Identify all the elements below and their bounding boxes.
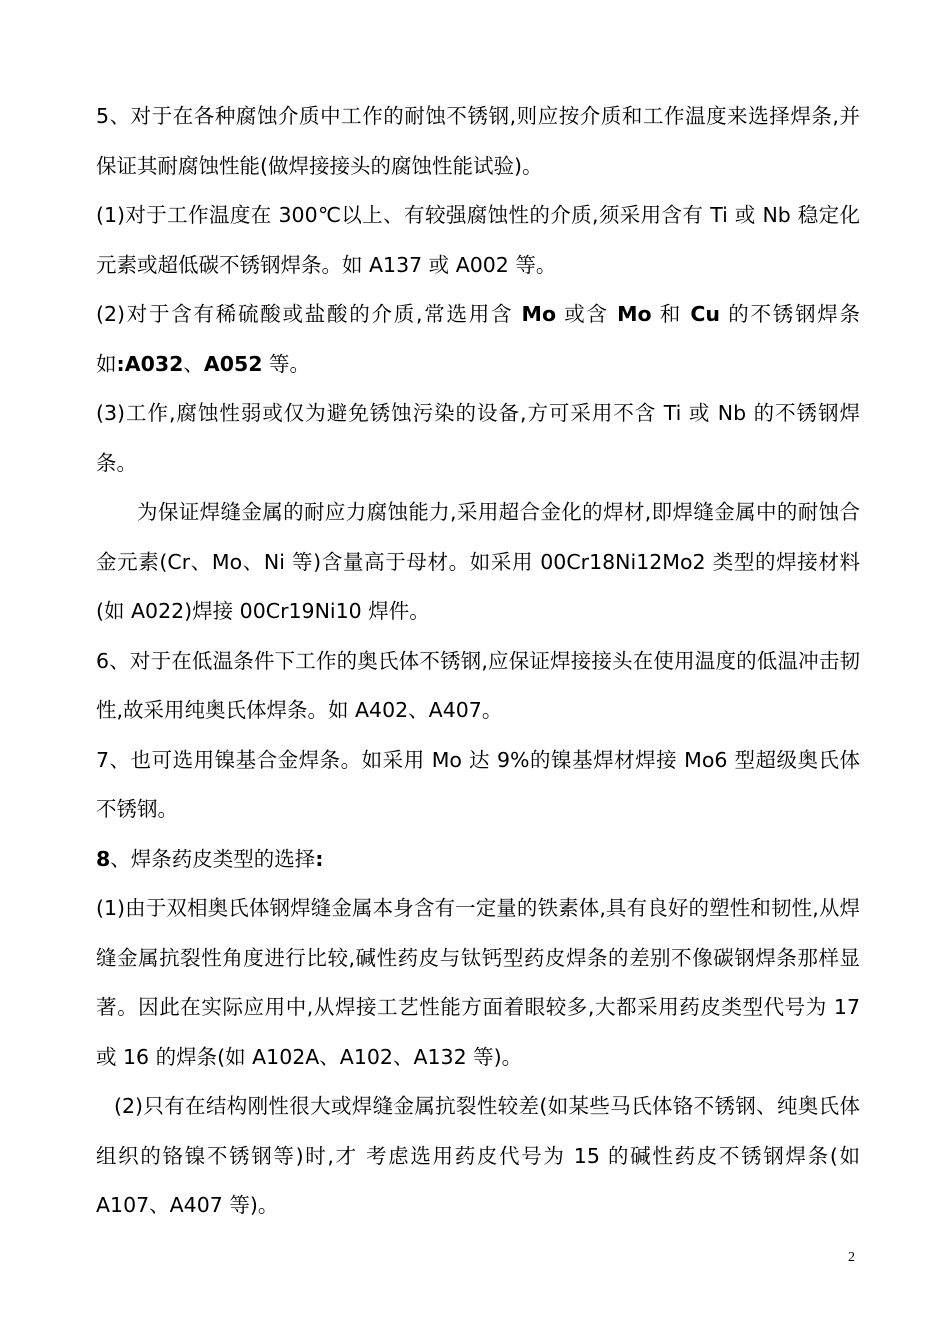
paragraph-5-1: (1)对于工作温度在 300℃以上、有较强腐蚀性的介质,须采用含有 Ti 或 Nb 稳定化元素或超低碳不锈钢焊条。如 A137 或 A002 等。 [96, 203, 860, 277]
text-run: 或含 [556, 302, 618, 326]
bold-run: : [315, 846, 324, 871]
bold-run: A052 [203, 351, 263, 376]
bold-run: :A032 [116, 351, 184, 376]
paragraph-5-3: (3)工作,腐蚀性弱或仅为避免锈蚀污染的设备,方可采用不含 Ti 或 Nb 的不锈钢焊条。 [96, 401, 860, 475]
page-number: 2 [848, 1250, 855, 1265]
text-run: 、焊条药皮类型的选择 [110, 846, 316, 871]
paragraph-7: 7、也可选用镍基合金焊条。如采用 Mo 达 9%的镍基焊材焊接 Mo6 型超级奥氏体不锈钢。 [96, 747, 860, 821]
paragraph-8-2: (2)只有在结构刚性很大或焊缝金属抗裂性较差(如某些马氏体铬不锈钢、纯奥氏体组织的铬镍不锈钢等)时,才 考虑选用药皮代号为 15 的碱性药皮不锈钢焊条(如 A107、A407 等)。 [96, 1094, 860, 1217]
bold-run: 8 [96, 846, 111, 871]
paragraph-5: 5、对于在各种腐蚀介质中工作的耐蚀不锈钢,则应按介质和工作温度来选择焊条,并保证其耐腐蚀性能(做焊接接头的腐蚀性能试验)。 [96, 104, 860, 178]
paragraph-stress-corrosion: 为保证焊缝金属的耐应力腐蚀能力,采用超合金化的焊材,即焊缝金属中的耐蚀合金元素(Cr、Mo、Ni 等)含量高于母材。如采用 00Cr18Ni12Mo2 类型的焊接材料(如 A022)焊接 00Cr19Ni10 焊件。 [96, 500, 860, 623]
text-run: 和 [651, 302, 691, 326]
document-body [96, 92, 860, 1231]
paragraph-8-1: (1)由于双相奥氏体钢焊缝金属本身含有一定量的铁素体,具有良好的塑性和韧性,从焊缝金属抗裂性角度进行比较,碱性药皮与钛钙型药皮焊条的差别不像碳钢焊条那样显著。因此在实际应用中,从焊接工艺性能方面着眼较多,大都采用药皮类型代号为 17 或 16 的焊条(如 A102A、A102、A132 等)。 [96, 896, 860, 1069]
paragraph-8-heading [96, 835, 860, 885]
text-run: 的不锈钢焊条如 [96, 302, 860, 376]
bold-run: Mo [521, 302, 557, 326]
paragraph-5-2 [96, 290, 860, 389]
text-run: 等。 [262, 351, 311, 376]
text-run: (2)对于含有稀硫酸或盐酸的介质,常选用含 [96, 302, 522, 326]
bold-run: Cu [690, 302, 720, 326]
bold-run: Mo [617, 302, 652, 326]
paragraph-6: 6、对于在低温条件下工作的奥氏体不锈钢,应保证焊接接头在使用温度的低温冲击韧性,故采用纯奥氏体焊条。如 A402、A407。 [96, 648, 860, 722]
text-run: 、 [183, 351, 204, 376]
